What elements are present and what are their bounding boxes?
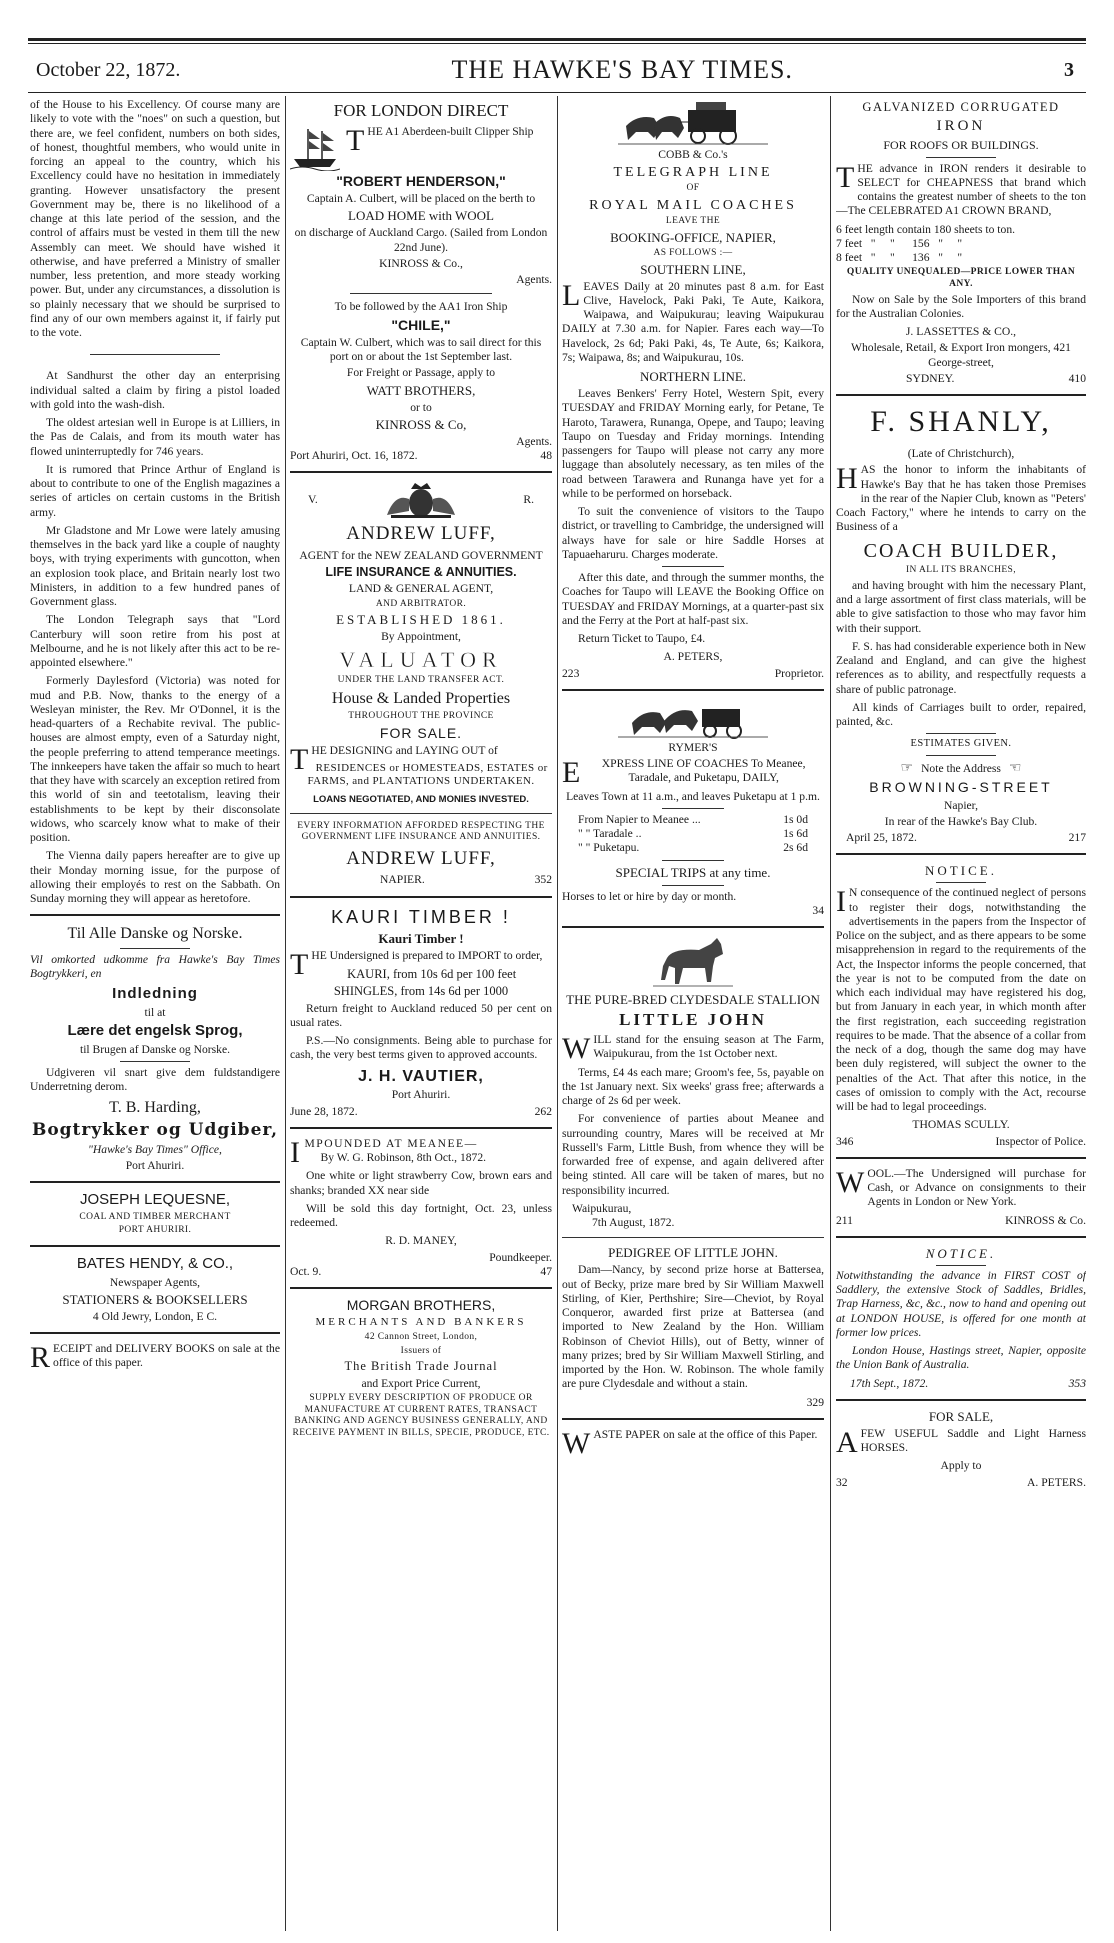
galv-text: Now on Sale by the Sole Importers of this brand for the Australian Colonies. bbox=[836, 292, 1086, 320]
separator bbox=[120, 1061, 190, 1062]
shanly-late: (Late of Christchurch), bbox=[907, 447, 1015, 461]
separator bbox=[936, 882, 986, 883]
impounded-text: One white or light strawberry Cow, brown ears and shanks; branded XX near side bbox=[290, 1169, 552, 1197]
ad-number: 352 bbox=[534, 873, 552, 887]
bates-trade: STATIONERS & BOOKSELLERS bbox=[62, 1291, 248, 1307]
galv-row: 8 feet " " 136 " " bbox=[836, 251, 963, 265]
morgan-text: SUPPLY EVERY DESCRIPTION OF PRODUCE OR MANUFACTURE AT CURRENT RATES, TRANSACT BANKING AND AGENCY BUSINESS GENERALLY, AND RECEIVE PAYMENT IN BILLS, SPECIE, PRODUCE, ETC. bbox=[292, 1392, 550, 1438]
impounded-text: Will be sold this day fortnight, Oct. 23, unless redeemed. bbox=[290, 1201, 552, 1230]
harding-place: Port Ahuriri. bbox=[125, 1159, 185, 1173]
cobb-south-text: LEAVES Daily at 20 minutes past 8 a.m. for East Clive, Havelock, Paki Paki, Te Aute, Kaikora, Waipawa, and Waipukurau; leaving Waipukurau DAILY at 7.30 a.m. for Napier. Fares each way—To Havelock, 2s 6d; Paki Paki, 4s, Te Aute, 6s; Kaikora, 7s; Waipawa, 8s; and Waipukurau, 10s. bbox=[562, 278, 824, 364]
shanly-text: and having brought with him the necessary Plant, and a large assortment of first class materials, will be able to give satisfaction to those who may favor him with their support. bbox=[836, 578, 1086, 635]
luff-under: UNDER THE LAND TRANSFER ACT. bbox=[337, 675, 505, 686]
luff-established: ESTABLISHED 1861. bbox=[336, 612, 506, 628]
ship-icon bbox=[290, 125, 340, 171]
impounded-signature: R. D. MANEY, bbox=[385, 1234, 457, 1248]
stallion-date: 7th August, 1872. bbox=[592, 1216, 675, 1230]
morgan-address: 42 Cannon Street, London, bbox=[364, 1331, 478, 1342]
top-rule bbox=[28, 38, 1086, 44]
coach-horses-icon bbox=[618, 699, 768, 739]
galv-row: 7 feet " " 156 " " bbox=[836, 236, 963, 250]
shanly-note: Note the Address bbox=[921, 761, 1001, 775]
separator bbox=[562, 1418, 824, 1420]
notice-title: NOTICE. bbox=[925, 1245, 997, 1261]
ad-number: 32 bbox=[836, 1475, 848, 1489]
column-3 bbox=[562, 98, 824, 1931]
chile-text: To be followed by the AA1 Iron Ship bbox=[334, 300, 508, 314]
separator bbox=[836, 394, 1086, 396]
notice-text: Notwithstanding the advance in FIRST COST of Saddlery, the extensive Stock of Saddles, Bridles, Trap Harness, &c, &c., now to hand and opening out at LONDON HOUSE, is offered for one month at former low prices. bbox=[836, 1268, 1086, 1339]
ad-number: 211 bbox=[836, 1213, 853, 1227]
impounded-text: By W. G. Robinson, 8th Oct., 1872. bbox=[320, 1151, 487, 1165]
news-item: It is rumored that Prince Arthur of England is about to contribute to one of the English magazines a series of articles on certain customs in the British army. bbox=[30, 462, 280, 519]
editorial-article: of the House to his Excellency. Of course many are likely to vote with the "noes" on such a question, but there are, we feel confident, numbers on both sides, of honest, thoughtful members, who would unite in forcing an appeal to the country, which his Excellency could have no hesitation in immediately granting. However unsatisfactory the present Government may be, there is no likelihood of a change at this late period of the session, and the control of affairs must be vested in them till the new Assembly can meet. We should have wished it otherwise, and have preferred a Ministry of smaller number, less pretention, and more steady working power. But, under any circumstances, a dissolution is so plainly necessary that we should be surprised to find any of our own members against it, if fairly put to the vote. bbox=[30, 98, 280, 339]
luff-info: EVERY INFORMATION AFFORDED RESPECTING THE GOVERNMENT LIFE INSURANCE AND ANNUITIES. bbox=[297, 820, 545, 843]
notice-signature: THOMAS SCULLY. bbox=[912, 1118, 1010, 1132]
separator bbox=[662, 566, 724, 567]
agent-name: WATT BROTHERS, bbox=[366, 382, 476, 398]
cobb-return: Return Ticket to Taupo, £4. bbox=[578, 632, 706, 646]
fare-price: 1s 6d bbox=[783, 827, 808, 841]
royal-crest-icon bbox=[381, 481, 461, 519]
separator bbox=[30, 1245, 280, 1247]
ad-date: June 28, 1872. bbox=[290, 1104, 358, 1118]
column-1 bbox=[30, 98, 280, 1931]
separator bbox=[662, 885, 724, 886]
shanly-street: BROWNING-STREET bbox=[869, 779, 1053, 796]
shanly-branches: IN ALL ITS BRANCHES, bbox=[905, 565, 1017, 576]
shanly-napier: Napier, bbox=[944, 798, 978, 812]
pedigree-text: Dam—Nancy, by second prize horse at Battersea, out of Becky, prize mare bred by Sir William Maxwell Stirling, of Kier, Perthshire; Sire—Cheviot, by Royal Conqueror, awarded first prize at Battersea (and imported to New Zealand by the Hon. William Robinson of Cheviot Hills), out of Betty, winner of many prizes; bred by Sir William Maxwell Stirling, and imported by the Hon. W. Robinson. The whole family are pure Clydesdale and without a stain. bbox=[562, 1263, 824, 1391]
page-number: 3 bbox=[1063, 58, 1074, 81]
kauri-text: THE Undersigned is prepared to IMPORT to order, bbox=[290, 947, 543, 981]
luff-residences: RESIDENCES or HOMESTEADS, ESTATES or FARMS, and PLANTATIONS UNDERTAKEN. bbox=[307, 761, 548, 788]
kauri-subtitle: Kauri Timber ! bbox=[378, 930, 464, 946]
impounded-title: IMPOUNDED AT MEANEE— bbox=[290, 1135, 478, 1169]
news-item: Formerly Daylesford (Victoria) was noted for mud and P.B. Now, thanks to the energy of a Wesleyan minister, the Rev. Mr O'Donnel, it is the head-quarters of a Rechabite revival. The public-houses are almost empty, even of a Saturday night, the people preferring to attend temperance meetings. The innkeepers have taken the affair so much to heart that they have with scarcely an exception retired from this world of sin and teetotalism, leaving their establishments to be kept by their disconsolate widows, who scarcely know what to make of their position. bbox=[30, 674, 280, 844]
separator bbox=[30, 1181, 280, 1183]
luff-arb: AND ARBITRATOR. bbox=[375, 598, 467, 609]
stallion-text: WILL stand for the ensuing season at The Farm, Waipukurau, from the 1st October next. bbox=[562, 1032, 824, 1066]
galv-subtitle: FOR ROOFS OR BUILDINGS. bbox=[883, 137, 1039, 152]
kauri-title: KAURI TIMBER ! bbox=[331, 906, 511, 927]
rymer-horses: Horses to let or hire by day or month. bbox=[562, 889, 737, 903]
stagecoach-icon bbox=[618, 98, 768, 146]
ship-name: "CHILE," bbox=[391, 316, 451, 333]
london-title: FOR LONDON DIRECT bbox=[333, 101, 509, 120]
ad-number: 217 bbox=[1068, 831, 1086, 845]
news-item: Mr Gladstone and Mr Lowe were lately amusing themselves in the back yard like a couple of naughty boys, with trying experiments with guncotton, when an explosion took place, and Britain nearly lost two Ministers, in addition to a few hundred panes of Government glass. bbox=[30, 523, 280, 608]
ad-date: April 25, 1872. bbox=[846, 831, 917, 845]
separator bbox=[562, 926, 824, 928]
separator bbox=[290, 1127, 552, 1129]
bates-trade: Newspaper Agents, bbox=[109, 1275, 201, 1289]
notice-title: NOTICE. bbox=[925, 863, 997, 879]
morgan-price: and Export Price Current, bbox=[361, 1376, 481, 1390]
stallion-name: LITTLE JOHN bbox=[619, 1010, 767, 1030]
galv-row: 6 feet length contain 180 sheets to ton. bbox=[836, 222, 1016, 236]
separator bbox=[936, 1265, 986, 1266]
separator bbox=[290, 813, 552, 814]
fare-route: From Napier to Meanee ... bbox=[578, 812, 701, 826]
luff-place: NAPIER. bbox=[380, 873, 425, 887]
lequesne-trade: COAL AND TIMBER MERCHANT bbox=[79, 1211, 231, 1222]
ad-number: 47 bbox=[540, 1264, 552, 1278]
ad-number: 353 bbox=[1068, 1376, 1086, 1390]
shanly-name: F. SHANLY, bbox=[870, 405, 1052, 439]
rymer-special: SPECIAL TRIPS at any time. bbox=[615, 864, 771, 880]
separator bbox=[290, 896, 552, 898]
danish-heading: Indledning bbox=[112, 985, 198, 1003]
cobb-north-text: To suit the convenience of visitors to the Taupo district, or travelling to Cambridge, the undersigned will always have for sale or hire Saddle Horses at Tapuaeharuru. Charges moderate. bbox=[562, 505, 824, 561]
danish-heading: Lære det engelsk Sprog, bbox=[67, 1022, 243, 1040]
ad-date: 17th Sept., 1872. bbox=[850, 1376, 929, 1390]
separator bbox=[90, 354, 220, 355]
stallion-title: THE PURE-BRED CLYDESDALE STALLION bbox=[566, 992, 820, 1008]
separator bbox=[662, 808, 724, 809]
sale-text: AFEW USEFUL Saddle and Light Harness HORSES. bbox=[836, 1425, 1086, 1459]
cobb-mail: ROYAL MAIL COACHES bbox=[589, 198, 797, 214]
lequesne-name: JOSEPH LEQUESNE, bbox=[79, 1191, 231, 1209]
morgan-trade: MERCHANTS AND BANKERS bbox=[315, 1316, 527, 1329]
separator bbox=[30, 914, 280, 916]
waste-paper-ad: WASTE PAPER on sale at the office of this Paper. bbox=[562, 1426, 818, 1460]
separator bbox=[836, 1399, 1086, 1401]
shanly-rear: In rear of the Hawke's Bay Club. bbox=[884, 814, 1038, 828]
royal-r: R. bbox=[523, 493, 534, 507]
royal-v: V. bbox=[308, 493, 318, 507]
newspaper-title: THE HAWKE'S BAY TIMES. bbox=[451, 55, 793, 84]
fare-price: 1s 0d bbox=[783, 812, 808, 826]
danish-title: Til Alle Danske og Norske. bbox=[67, 925, 243, 943]
morgan-issuers: Issuers of bbox=[400, 1345, 442, 1356]
luff-through: THROUGHOUT THE PROVINCE bbox=[348, 710, 494, 721]
agent-name: KINROSS & Co., bbox=[379, 256, 463, 270]
ad-date: Oct. 9. bbox=[290, 1264, 322, 1278]
harding-name: T. B. Harding, bbox=[109, 1099, 201, 1117]
cobb-role: Proprietor. bbox=[774, 666, 824, 680]
harding-office: "Hawke's Bay Times" Office, bbox=[88, 1142, 222, 1156]
cobb-signature: A. PETERS, bbox=[663, 650, 723, 664]
news-item: The oldest artesian well in Europe is at Lilliers, in the Pas de Calais, and from its mouth water has flowed uninterruptedly for 746 years. bbox=[30, 416, 280, 458]
cobb-name: COBB & Co.'s bbox=[658, 148, 728, 161]
bates-name: BATES HENDY, & CO., bbox=[76, 1255, 234, 1273]
sale-apply: Apply to bbox=[940, 1459, 982, 1473]
shanly-estimates: ESTIMATES GIVEN. bbox=[910, 738, 1012, 750]
danish-text: Vil omkorted udkomme fra Hawke's Bay Times Bogtrykkeri, en bbox=[30, 952, 280, 981]
lequesne-place: PORT AHURIRI. bbox=[118, 1225, 192, 1236]
chile-text: For Freight or Passage, apply to bbox=[346, 366, 496, 380]
column-divider bbox=[285, 96, 286, 1931]
horse-icon bbox=[653, 936, 733, 990]
separator bbox=[290, 471, 552, 473]
stallion-place: Waipukurau, bbox=[572, 1201, 632, 1215]
london-text: on discharge of Auckland Cargo. (Sailed from London 22nd June). bbox=[294, 226, 548, 254]
pointing-hand-icon: ☞ bbox=[900, 761, 914, 777]
luff-appointment: By Appointment, bbox=[381, 630, 461, 644]
cobb-northern: NORTHERN LINE. bbox=[639, 369, 747, 385]
pedigree-title: PEDIGREE OF LITTLE JOHN. bbox=[608, 1245, 778, 1261]
ad-number: 34 bbox=[812, 903, 824, 917]
separator bbox=[926, 733, 996, 734]
luff-signature: ANDREW LUFF, bbox=[346, 848, 496, 870]
luff-land: LAND & GENERAL AGENT, bbox=[348, 582, 494, 596]
ad-number: 262 bbox=[534, 1104, 552, 1118]
galv-place: SYDNEY. bbox=[906, 371, 955, 385]
news-item: The London Telegraph says that "Lord Canterbury will soon retire from his post at Melbourne, and he is not likely after this act to be re-appointed elsewhere." bbox=[30, 613, 280, 669]
cobb-follows: AS FOLLOWS :— bbox=[653, 248, 733, 259]
shanly-text: F. S. has had considerable experience both in New Zealand and England, and can give the highest references as to ability, and respectfully requests a share of public patronage. bbox=[836, 639, 1086, 696]
impounded-role: Poundkeeper. bbox=[489, 1250, 552, 1264]
luff-life: LIFE INSURANCE & ANNUITIES. bbox=[325, 564, 517, 579]
luff-sale: FOR SALE. bbox=[379, 724, 463, 741]
wool-ad: WOOL.—The Undersigned will purchase for Cash, or Advance on consignments to their Agents in London or New York. bbox=[836, 1165, 1086, 1209]
sale-signature: A. PETERS. bbox=[1027, 1475, 1086, 1489]
fare-price: 2s 6d bbox=[783, 841, 808, 855]
galv-signature: J. LASSETTES & CO., bbox=[905, 325, 1017, 339]
ad-number: 346 bbox=[836, 1134, 854, 1148]
separator bbox=[290, 1287, 552, 1289]
cobb-after: After this date, and through the summer months, the Coaches for Taupo will LEAVE the Booking Office on TUESDAY and FRIDAY Mornings, at a quarter-past six and the Ferry at the Port at half-past six. bbox=[562, 571, 824, 627]
kauri-place: Port Ahuriri. bbox=[391, 1088, 451, 1102]
fare-route: " " Puketapu. bbox=[578, 841, 640, 855]
issue-date: October 22, 1872. bbox=[36, 58, 181, 81]
shanly-text: HAS the honor to inform the inhabitants of Hawke's Bay that he has taken those Premises in the rear of the Napier Club, known as "Peters' Coach Factory," where he intends to carry on the Business of a bbox=[836, 462, 1086, 534]
separator bbox=[30, 1332, 280, 1334]
cobb-north-text: Leaves Benkers' Ferry Hotel, Western Spit, every TUESDAY and FRIDAY Morning early, for Petane, Te Haroto, Tarawera, Runanga, Opepe, and Taupo; leaving Taupo on Tuesday and Friday mornings. Intending passengers for Taupo will please not carry any more luggage than absolutely necessary, as ten miles of the road between Tarawera and Runanga have yet for a while to be performed on horseback. bbox=[562, 387, 824, 500]
separator bbox=[350, 293, 492, 294]
fare-route: " " Taradale .. bbox=[578, 827, 642, 841]
harding-title: Bogtrykker og Udgiber, bbox=[31, 1119, 279, 1140]
cobb-office: BOOKING-OFFICE, NAPIER, bbox=[610, 230, 776, 246]
column-divider bbox=[830, 96, 831, 1931]
column-divider bbox=[557, 96, 558, 1931]
wool-signature: KINROSS & Co. bbox=[1005, 1213, 1086, 1227]
notice-role: Inspector of Police. bbox=[995, 1134, 1086, 1148]
stallion-text: Terms, £4 4s each mare; Groom's fee, 5s, payable on the 1st January next. Six weeks' grass free; afterwards a charge of 2s 6d per week. bbox=[562, 1065, 824, 1108]
masthead bbox=[36, 50, 1074, 90]
notice-text: IN consequence of the continued neglect of persons to register their dogs, notwithstanding the advertisements in the papers from the Inspector of Police on the subject, and as there appears to be some misapprehension in regard to the requirements of the Act, the Inspector informs the people concerned, that the year is not to be computed from the date on which each individual may have registered his dog, but from January in each year, in which month after the first registration, each succeeding registration requires to be made. That the absence of a collar from the neck of a dog, though the same dog may have been duly registered, will subject the owner to the penalties of the Act. That after this notice, in the cases of omission to comply with the Act, recourse will be had to legal proceedings. bbox=[836, 885, 1086, 1114]
london-text: LOAD HOME with WOOL bbox=[348, 208, 494, 224]
luff-house: House & Landed Properties bbox=[331, 690, 511, 708]
agents-label: Agents. bbox=[516, 434, 552, 448]
sale-title: FOR SALE, bbox=[928, 1408, 994, 1424]
cobb-of: OF bbox=[686, 183, 700, 194]
morgan-name: MORGAN BROTHERS, bbox=[346, 1297, 496, 1314]
cobb-southern: SOUTHERN LINE, bbox=[640, 261, 746, 277]
london-text: Captain A. Culbert, will be placed on the berth to bbox=[306, 192, 536, 206]
kauri-signature: J. H. VAUTIER, bbox=[358, 1067, 484, 1085]
separator bbox=[662, 860, 724, 861]
ad-number: 410 bbox=[1068, 371, 1086, 385]
ship-name: "ROBERT HENDERSON," bbox=[336, 172, 506, 189]
notice-address: London House, Hastings street, Napier, opposite the Union Bank of Australia. bbox=[836, 1344, 1086, 1372]
ad-number: 223 bbox=[562, 666, 580, 680]
separator bbox=[562, 689, 824, 691]
masthead-rule bbox=[28, 92, 1086, 93]
kauri-text: P.S.—No consignments. Being able to purchase for cash, the very best terms given to approved accounts. bbox=[290, 1034, 552, 1062]
cobb-title: TELEGRAPH LINE bbox=[613, 165, 773, 181]
separator bbox=[836, 1236, 1086, 1238]
ad-date: Port Ahuriri, Oct. 16, 1872. bbox=[290, 449, 418, 463]
rymer-name: RYMER'S bbox=[668, 740, 718, 754]
ad-number: 48 bbox=[540, 449, 552, 463]
rymer-text: Leaves Town at 11 a.m., and leaves Puketapu at 1 p.m. bbox=[566, 789, 820, 803]
separator bbox=[836, 853, 1086, 855]
agent-name: KINROSS & Co, bbox=[375, 416, 467, 432]
separator bbox=[836, 1157, 1086, 1159]
news-item: At Sandhurst the other day an enterprising individual salted a claim by firing a pistol loaded with gold into the wash-dish. bbox=[30, 369, 280, 411]
luff-design: THE DESIGNING and LAYING OUT of bbox=[290, 742, 498, 776]
rymer-text: EXPRESS LINE OF COACHES To Meanee, Taradale, and Puketapu, DAILY, bbox=[562, 756, 806, 790]
bates-address: 4 Old Jewry, London, E C. bbox=[92, 1309, 218, 1323]
kauri-text: Return freight to Auckland reduced 50 per cent on usual rates. bbox=[290, 1001, 552, 1029]
news-item: The Vienna daily papers hereafter are to give up their Monday morning issue, for the purpose of allowing their employés to rest on the Sabbath. On Sunday morning they will appear as heretofore. bbox=[30, 849, 280, 905]
kauri-line: SHINGLES, from 14s 6d per 1000 bbox=[333, 984, 509, 999]
receipt-ad: RECEIPT and DELIVERY BOOKS on sale at the office of this paper. bbox=[30, 1341, 280, 1375]
danish-text: Udgiveren vil snart give dem fuldstandigere Underretning derom. bbox=[30, 1065, 280, 1094]
danish-text: til at bbox=[144, 1005, 166, 1019]
galv-trade: Wholesale, Retail, & Export Iron mongers, 421 George-street, bbox=[851, 341, 1071, 369]
separator bbox=[562, 1237, 824, 1238]
cobb-leave: LEAVE THE bbox=[665, 216, 721, 227]
luff-loans: LOANS NEGOTIATED, AND MONIES INVESTED. bbox=[313, 794, 529, 805]
galv-quality: QUALITY UNEQUALED—PRICE LOWER THAN ANY. bbox=[846, 267, 1076, 289]
separator bbox=[926, 157, 996, 158]
stallion-text: For convenience of parties about Meanee and surrounding country, Mares will be received at Mr Russell's Farm, Little Bush, from whence they will be forwarded free of expense, and again delivered after being stinted. All care will be taken of mares, but no responsibility incurred. bbox=[562, 1112, 824, 1197]
luff-agent: AGENT for the NEW ZEALAND GOVERNMENT bbox=[299, 548, 543, 562]
morgan-journal: The British Trade Journal bbox=[344, 1359, 498, 1374]
galv-iron: IRON bbox=[936, 118, 986, 135]
chile-text: Captain W. Culbert, which was to sail direct for this port on or about the 1st September last. bbox=[300, 335, 542, 364]
agents-label: Agents. bbox=[516, 273, 552, 287]
galv-title: GALVANIZED CORRUGATED bbox=[862, 100, 1060, 114]
galv-text: THE advance in IRON renders it desirable to SELECT for CHEAPNESS that brand which contains the greatest number of sheets to the ton—The CELEBRATED A1 CROWN BRAND, bbox=[836, 160, 1086, 218]
column-4 bbox=[836, 98, 1086, 1931]
shanly-coach: COACH BUILDER, bbox=[863, 539, 1059, 562]
separator bbox=[926, 755, 996, 756]
separator bbox=[120, 948, 190, 949]
chile-text: or to bbox=[410, 400, 432, 414]
kauri-line: KAURI, from 10s 6d per 100 feet bbox=[347, 966, 517, 981]
danish-text: til Brugen af Danske og Norske. bbox=[79, 1042, 231, 1056]
ad-number: 329 bbox=[806, 1395, 824, 1409]
london-text: THE A1 Aberdeen-built Clipper Ship bbox=[346, 123, 534, 157]
column-2 bbox=[290, 98, 552, 1931]
luff-valuator: VALUATOR bbox=[339, 647, 503, 673]
pointing-hand-icon: ☜ bbox=[1008, 761, 1022, 777]
shanly-text: All kinds of Carriages built to order, repaired, painted, &c. bbox=[836, 700, 1086, 729]
luff-name: ANDREW LUFF, bbox=[346, 523, 496, 545]
